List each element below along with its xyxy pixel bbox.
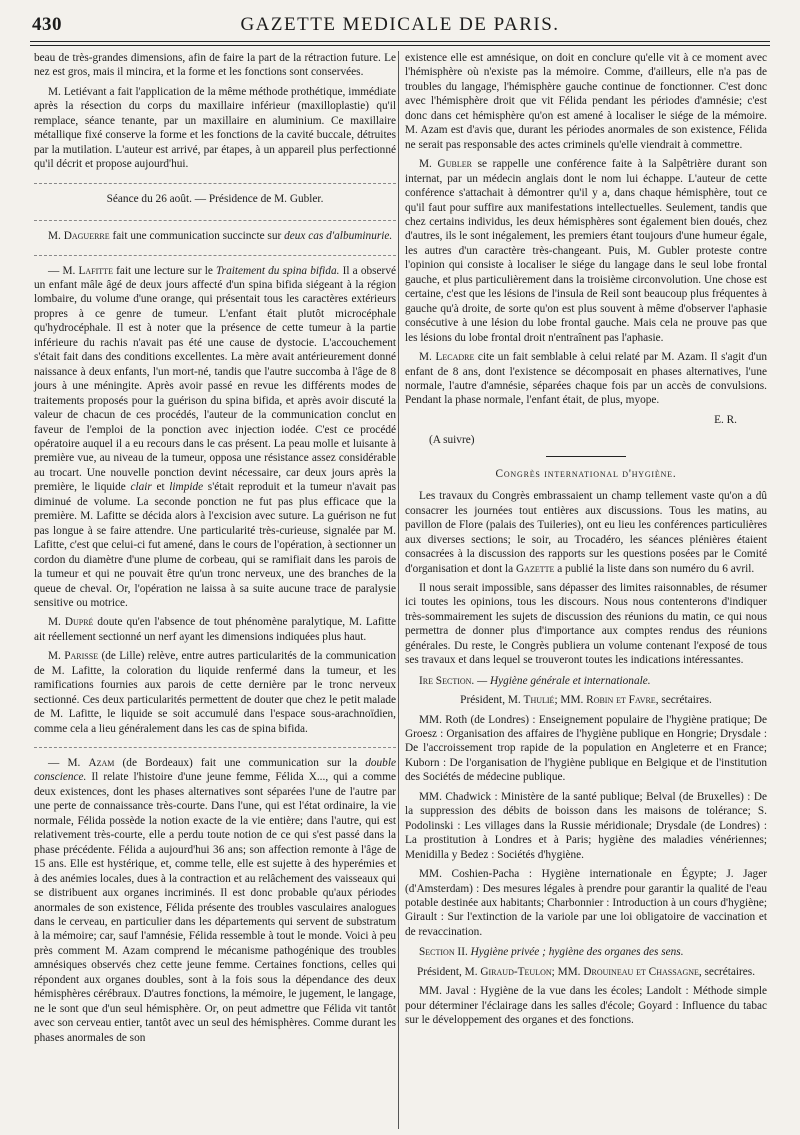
speaker-name: Gubler bbox=[437, 158, 472, 171]
section-title: Hygiène privée ; hygiène des organes des sens. bbox=[470, 946, 684, 959]
signature: E. R. bbox=[714, 413, 737, 426]
speaker-name: Lecadre bbox=[435, 351, 475, 364]
paragraph: Il nous serait impossible, sans dépasser des limites raisonnables, de résumer ici toutes les opinions, tous les discours. Nous nous contenterons d'indiquer très-sommairement les sujets de discussion des réunions du matin, ce qui nous permettra de donner plus d'importance aux comptes rendus des réunions générales. Du reste, le Congrès publiera un volume contenant l'exposé de tous ses travaux et dans lequel se trouveront toutes les indications intéressantes. bbox=[405, 581, 767, 667]
separator bbox=[34, 214, 396, 221]
section-officers: Président, M. Thulié; MM. Robin et Favre, secrétaires. bbox=[460, 694, 712, 707]
topic-title: Traitement du spina bifida. bbox=[216, 264, 340, 277]
header-rule-thin bbox=[30, 45, 770, 46]
separator bbox=[34, 741, 396, 748]
section-officers: Président, M. Giraud-Teulon; MM. Drouineau et Chassagne, secrétaires. bbox=[416, 965, 756, 978]
page-header bbox=[30, 10, 770, 36]
paragraph-lafitte: — M. Lafitte fait une lecture sur le Traitement du spina bifida. Il a observé un enfant mâle âgé de deux jours affecté d'un spina bifida siégeant à la région lombaire, du volume d'une orange, qui présentait tous les caractères extérieurs propres à ce genre de tumeur. L'enfant était plutôt microcéphale qu'hydrocéphale. Il est à noter que la présence de cette tumeur à la partie inférieure du rachis n'avait pas été une cause de dystocie. L'accouchement s'était fait dans des conditions excellentes. La mère avait antérieurement donné naissance à deux enfants, l'un mort-né, tandis que l'autre succomba à l'âge de 8 jours à une méningite. Après avoir passé en revue les différents modes de traitements proposés pour la guérison du spina bifida, et après avoir discuté la valeur de chacun de ces procédés, l'auteur de la communication conclut en faveur de l'emploi de la ponction avec injection iodée. C'est ce procédé opératoire auquel il a eu recours dans le cas présent. La peau molle et luisante à première vue, au niveau de la tumeur, opposa une résistance assez considérable au trocart. Une nouvelle ponction devint nécessaire, car deux jours après la première, le liquide clair et limpide s'était reproduit et la tumeur n'avait pas diminué de volume. La seconde ponction ne fut pas plus efficace que la première. M. Lafitte se décida alors à l'excision avec suture. La guérison ne fut pas longue à se faire attendre. Une particularité très-curieuse, signalée par M. Lafitte, c'est que celui-ci fut amené, dans le cours de l'opération, à sectionner un cordon du diamètre d'une plume de corbeau, qui se ramifiait dans les parois de la tumeur et qui ne pouvait être qu'un tronc nerveux, une des branches de la queue de cheval. Or, l'opération ne laissa à sa suite aucune trace de paralysie sensitive ou motrice. bbox=[34, 264, 396, 609]
paragraph: MM. Roth (de Londres) : Enseignement populaire de l'hygiène pratique; De Groesz : Organisation des affaires de l'hygiène publique en Hongrie; Drysdale : De l'accroissement trop rapide de la population en Angleterre et en France; Kuborn : De l'organisation de l'hygiène publique en Belgique et de l'institution des Sociétés de médecine publique. bbox=[405, 713, 767, 784]
journal-title: GAZETTE MEDICALE DE PARIS. bbox=[240, 14, 560, 35]
paragraph-gubler: M. Gubler se rappelle une conférence faite à la Salpêtrière durant son internat, par un médecin anglais dont le nom lui échappe. L'auteur de cette conférence s'attachait à démontrer qu'il y a, dans chaque hémisphère, tout ce qu'il faut pour suffire aux manifestations intellectuelles. Seulement, tandis que chez certains individus, les deux hémisphères sont également bien doués, chez d'autres, ils le sont inégalement, les premiers étant toujours d'une humeur égale, les autres d'un caractère très-changeant. Puis, M. Gubler proteste contre l'opinion qui consiste à localiser le siége du langage dans le seul lobe frontal gauche, et plus particulièrement dans la troisième circonvolution. Une chose est certaine, c'est que les lésions de l'insula de Reil sont beaucoup plus fréquentes à gauche qu'à droite, de sorte qu'on est plus souvent à même d'observer l'aphasie consécutive à une lésion du lobe frontal gauche. Mais cela ne prouve pas que les lésions du lobe frontal droit n'entraînent pas l'aphasie. bbox=[405, 158, 767, 344]
separator bbox=[34, 177, 396, 184]
session-heading: Séance du 26 août. — Présidence de M. Gubler. bbox=[106, 192, 324, 205]
speaker-name: Parisse bbox=[64, 650, 99, 663]
section-label: Section II. bbox=[419, 946, 468, 959]
paragraph-daguerre: M. Daguerre fait une communication succincte sur deux cas d'albuminurie. bbox=[48, 230, 393, 243]
column-divider bbox=[398, 51, 399, 1129]
paragraph-parisse: M. Parisse (de Lille) relève, entre autres particularités de la communication de M. Lafitte, la coloration du liquide renfermé dans la tumeur, et les ramifications fournies aux parois de cette dernière par le tronc nerveux sectionné. Ces deux particularités permettent de douter que chez le petit malade de M. Lafitte, le liquide se soit accumulé dans l'espace sous-arachnoïdien, comme cela a lieu généralement dans les cas de spina bifida. bbox=[34, 650, 396, 735]
right-column bbox=[405, 51, 767, 1033]
separator bbox=[34, 249, 396, 256]
paragraph: MM. Chadwick : Ministère de la santé publique; Belval (de Bruxelles) : De la suppression des débits de boisson dans les maisons de tolérance; S. Podolinski : Les villages dans la Russie méridionale; Drysdale (de Londres) : La prostitution à Londres et à Paris; hygiène des maladies vénériennes; Menidilla y Bedez : Sociétés d'hygiène. bbox=[405, 790, 767, 861]
paragraph: MM. Coshien-Pacha : Hygiène internationale en Égypte; J. Jager (d'Amsterdam) : Des mesures légales à prendre pour garantir la qualité de l'eau potable destinée aux habitants; Charbonnier : Introduction à un cours d'hygiène; Girault : Sur l'extinction de la variole par une loi obligatoire de vaccination et de revaccination. bbox=[405, 868, 767, 938]
header-rule bbox=[30, 41, 770, 42]
paragraph: MM. Javal : Hygiène de la vue dans les écoles; Landolt : Méthode simple pour déterminer l'éclairage dans les salles d'école; Goyard : Influence du tabac sur le développement des organes et des fonctions. bbox=[405, 985, 767, 1027]
topic-title: double conscience. bbox=[34, 757, 396, 784]
speaker-name: Lafitte bbox=[78, 264, 113, 277]
speaker-name: Azam bbox=[88, 757, 115, 770]
page-number: 430 bbox=[32, 14, 62, 35]
left-column bbox=[34, 51, 396, 1050]
paragraph-dupre: M. Dupré doute qu'en l'absence de tout phénomène paralytique, M. Lafitte ait réellement sectionné un nerf ayant les dimensions indiquées plus haut. bbox=[34, 616, 396, 643]
paragraph: beau de très-grandes dimensions, afin de faire la part de la rétraction future. Le nez est gros, mais il mincira, et la forme et les fonctions sont conservées. bbox=[34, 52, 396, 79]
paragraph: Les travaux du Congrès embrassaient un champ tellement vaste qu'on a dû consacrer les journées tout entières aux discussions. Tous les matins, au pavillon de Flore (palais des Tuileries), ont eu lieu les conférences particulières aux diverses sections; le soir, au Trocadéro, les séances plénières étaient consacrées à la discussion des rapports sur les questions posées par le Comité d'organisation et dont la Gazette a publié la liste dans son numéro du 6 avril. bbox=[405, 490, 767, 575]
article-title: Congrès international d'hygiène. bbox=[495, 467, 677, 480]
paragraph: existence elle est amnésique, on doit en conclure qu'elle vit à ce moment avec l'hémisphère où n'existe pas la mémoire. Comme, d'ailleurs, elle n'a pas de troubles du langage, l'hémisphère gauche continue de fonctionner. C'est donc avec l'hémisphère droit que vit Félida pendant les périodes d'amnésie; c'est donc dans cet hémisphère qu'on est amené à localiser le siége de la mémoire. M. Azam est d'avis que, durant les périodes anormales de son existence, Félida ne serait pas responsable des actes criminels qu'elle viendrait à commettre. bbox=[405, 52, 767, 151]
to-be-continued: (A suivre) bbox=[429, 434, 475, 447]
topic-title: deux cas d'albuminurie. bbox=[284, 230, 393, 243]
paragraph-lecadre: M. Lecadre cite un fait semblable à celui relaté par M. Azam. Il s'agit d'un enfant de 8 ans, dont l'existence se décomposait en phases alternatives, l'une normale, l'autre d'amnésie, séparées chaque fois par un accès de convulsions. Pendant la phase normale, l'enfant était, de plus, myope. bbox=[405, 351, 767, 407]
speaker-name: Dupré bbox=[64, 616, 94, 629]
section-heading bbox=[405, 945, 767, 959]
short-rule bbox=[546, 456, 626, 457]
section-label: Ire Section. bbox=[419, 674, 475, 687]
paragraph: M. Letiévant a fait l'application de la même méthode prothétique, immédiate après la résection du corps du maxillaire inférieur (maxilloplastie) qu'il remplace, séance tenante, par un maxillaire en aluminium. Ce maxillaire métallique fixé conserve la forme et les fonctions de la cavité buccale, détruites par la mutilation. L'auteur est arrivé, par étapes, à un appareil plus perfectionné qu'il décrit et propose aujourd'hui. bbox=[34, 85, 396, 171]
section-title: — Hygiène générale et internationale. bbox=[477, 674, 651, 687]
speaker-name: Daguerre bbox=[63, 230, 110, 243]
journal-name: Gazette bbox=[516, 562, 555, 575]
paragraph-azam: — M. Azam (de Bordeaux) fait une communication sur la double conscience. Il relate l'histoire d'une jeune femme, Félida X..., qui a comme deux existences, dont les phases alternatives sont séparées l'une de l'autre par une perte de connaissance très-courte. Dans l'une, qui est l'état ordinaire, la vie normale, Félida possède la notion exacte de la vie entière; dans l'autre, qui est relativement très-courte, elle a perdu toute notion de ce qui s'est passé dans la phase précédente. Félida a aujourd'hui 36 ans; son affection remonte à l'âge de 15 ans. Elle est hystérique, et, comme telle, elle est sujette à des hyperémies et à des anémies locales, dues à la contraction et au relâchement des vaisseaux qui se distribuent aux organes incriminés. Il est donc probable qu'aux périodes anormales de son existence, Félida présente des troubles vasculaires analogues dans le cerveau, en particulier dans les départements qui servent de substratum à la mémoire; car, sauf l'amnésie, Félida ressemble à tout le monde. Voici à peu près comment M. Azam comprend le mécanisme pathogénique des troubles amnésiques observés chez cette jeune femme. Certaines fonctions, celles qui répondent aux organes doubles, sont à la fois sous la dépendance des deux hémisphères cérébraux. D'autres fonctions, la mémoire, le jugement, le langage, ne le sont que d'un seul hémisphère. Or, on peut admettre que Félida vit tantôt avec son cerveau entier, tantôt avec un seul des hémisphères. Comme durant les phases anormales de son bbox=[34, 757, 396, 1044]
section-heading bbox=[405, 674, 767, 688]
